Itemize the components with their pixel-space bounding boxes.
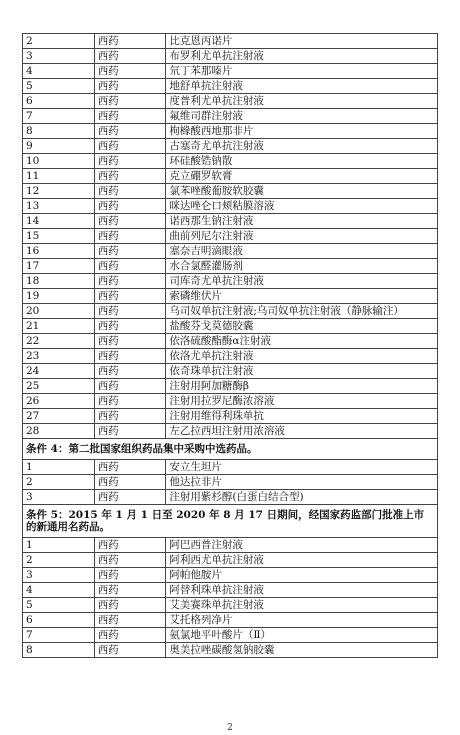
row-number: 1 bbox=[23, 460, 95, 475]
drug-type: 西药 bbox=[94, 259, 166, 274]
drug-type: 西药 bbox=[94, 169, 166, 184]
drug-name: 安立生坦片 bbox=[166, 460, 438, 475]
row-number: 11 bbox=[23, 169, 95, 184]
drug-type: 西药 bbox=[94, 139, 166, 154]
drug-name: 索磷维伏片 bbox=[166, 289, 438, 304]
row-number: 2 bbox=[23, 475, 95, 490]
row-number: 5 bbox=[23, 79, 95, 94]
row-number: 16 bbox=[23, 244, 95, 259]
drug-name: 阿帕他胺片 bbox=[166, 568, 438, 583]
drug-type: 西药 bbox=[94, 229, 166, 244]
drug-type: 西药 bbox=[94, 583, 166, 598]
drug-name: 克立硼罗软膏 bbox=[166, 169, 438, 184]
row-number: 2 bbox=[23, 553, 95, 568]
table-row bbox=[23, 538, 438, 553]
drug-type: 西药 bbox=[94, 553, 166, 568]
table-row bbox=[23, 364, 438, 379]
row-number: 21 bbox=[23, 319, 95, 334]
table-row bbox=[23, 289, 438, 304]
drug-name: 诺西那生钠注射液 bbox=[166, 214, 438, 229]
table-row bbox=[23, 94, 438, 109]
row-number: 2 bbox=[23, 34, 95, 49]
drug-type: 西药 bbox=[94, 475, 166, 490]
drug-type: 西药 bbox=[94, 538, 166, 553]
drug-type: 西药 bbox=[94, 460, 166, 475]
drug-type: 西药 bbox=[94, 94, 166, 109]
drug-name: 比克恩丙诺片 bbox=[166, 34, 438, 49]
drug-name: 曲前列尼尔注射液 bbox=[166, 229, 438, 244]
drug-name: 依洛尤单抗注射液 bbox=[166, 349, 438, 364]
row-number: 6 bbox=[23, 613, 95, 628]
drug-name: 艾美赛珠单抗注射液 bbox=[166, 598, 438, 613]
drug-table bbox=[22, 33, 438, 658]
drug-type: 西药 bbox=[94, 334, 166, 349]
drug-type: 西药 bbox=[94, 319, 166, 334]
row-number: 14 bbox=[23, 214, 95, 229]
row-number: 27 bbox=[23, 409, 95, 424]
drug-name: 阿替利珠单抗注射液 bbox=[166, 583, 438, 598]
drug-type: 西药 bbox=[94, 394, 166, 409]
row-number: 15 bbox=[23, 229, 95, 244]
row-number: 10 bbox=[23, 154, 95, 169]
table-row bbox=[23, 394, 438, 409]
row-number: 26 bbox=[23, 394, 95, 409]
row-number: 4 bbox=[23, 64, 95, 79]
table-row bbox=[23, 259, 438, 274]
drug-type: 西药 bbox=[94, 598, 166, 613]
row-number: 22 bbox=[23, 334, 95, 349]
table-row bbox=[23, 319, 438, 334]
row-number: 19 bbox=[23, 289, 95, 304]
drug-name: 氨氯地平叶酸片（Ⅱ） bbox=[166, 628, 438, 643]
drug-name: 阿利西尤单抗注射液 bbox=[166, 553, 438, 568]
table-row bbox=[23, 490, 438, 505]
drug-type: 西药 bbox=[94, 79, 166, 94]
table-row bbox=[23, 379, 438, 394]
drug-name: 氯苯唑酸葡胺软胶囊 bbox=[166, 184, 438, 199]
table-row bbox=[23, 214, 438, 229]
drug-type: 西药 bbox=[94, 424, 166, 439]
drug-type: 西药 bbox=[94, 154, 166, 169]
table-row bbox=[23, 553, 438, 568]
drug-name: 水合氯醛灌肠剂 bbox=[166, 259, 438, 274]
drug-name: 布罗利尤单抗注射液 bbox=[166, 49, 438, 64]
row-number: 17 bbox=[23, 259, 95, 274]
drug-name: 咪达唑仑口颊粘膜溶液 bbox=[166, 199, 438, 214]
drug-name: 塞奈吉明滴眼液 bbox=[166, 244, 438, 259]
drug-name: 注射用拉罗尼酶浓溶液 bbox=[166, 394, 438, 409]
drug-name: 注射用维得利珠单抗 bbox=[166, 409, 438, 424]
drug-name: 枸橼酸西地那非片 bbox=[166, 124, 438, 139]
row-number: 13 bbox=[23, 199, 95, 214]
drug-name: 盐酸芬戈莫德胶囊 bbox=[166, 319, 438, 334]
table-row bbox=[23, 409, 438, 424]
drug-name: 注射用阿加糖酶β bbox=[166, 379, 438, 394]
table-row bbox=[23, 613, 438, 628]
row-number: 4 bbox=[23, 583, 95, 598]
table-row bbox=[23, 424, 438, 439]
drug-type: 西药 bbox=[94, 643, 166, 658]
drug-type: 西药 bbox=[94, 214, 166, 229]
page-number: 2 bbox=[227, 723, 233, 733]
drug-type: 西药 bbox=[94, 349, 166, 364]
table-row bbox=[23, 199, 438, 214]
drug-type: 西药 bbox=[94, 199, 166, 214]
row-number: 1 bbox=[23, 538, 95, 553]
drug-type: 西药 bbox=[94, 490, 166, 505]
drug-type: 西药 bbox=[94, 568, 166, 583]
drug-name: 氘丁苯那嗪片 bbox=[166, 64, 438, 79]
row-number: 8 bbox=[23, 643, 95, 658]
row-number: 24 bbox=[23, 364, 95, 379]
drug-name: 古塞奇尤单抗注射液 bbox=[166, 139, 438, 154]
row-number: 9 bbox=[23, 139, 95, 154]
table-row bbox=[23, 274, 438, 289]
condition-5-heading-row bbox=[23, 505, 438, 538]
condition-5-heading: 条件 5：2015 年 1 月 1 日至 2020 年 8 月 17 日期间，经国家药监部门批准上市的新通用名药品。 bbox=[23, 505, 438, 538]
drug-type: 西药 bbox=[94, 304, 166, 319]
table-row bbox=[23, 244, 438, 259]
drug-name: 阿巴西普注射液 bbox=[166, 538, 438, 553]
drug-name: 注射用紫杉醇(白蛋白结合型) bbox=[166, 490, 438, 505]
row-number: 3 bbox=[23, 568, 95, 583]
drug-type: 西药 bbox=[94, 124, 166, 139]
drug-type: 西药 bbox=[94, 109, 166, 124]
drug-type: 西药 bbox=[94, 64, 166, 79]
drug-name: 度普利尤单抗注射液 bbox=[166, 94, 438, 109]
table-row bbox=[23, 304, 438, 319]
table-row bbox=[23, 643, 438, 658]
table-row bbox=[23, 598, 438, 613]
table-row bbox=[23, 139, 438, 154]
table-row bbox=[23, 154, 438, 169]
row-number: 8 bbox=[23, 124, 95, 139]
drug-name: 氟维司群注射液 bbox=[166, 109, 438, 124]
drug-name: 司库奇尤单抗注射液 bbox=[166, 274, 438, 289]
drug-type: 西药 bbox=[94, 274, 166, 289]
drug-list-sheet bbox=[22, 33, 438, 658]
row-number: 25 bbox=[23, 379, 95, 394]
table-row bbox=[23, 79, 438, 94]
table-row bbox=[23, 34, 438, 49]
drug-type: 西药 bbox=[94, 379, 166, 394]
drug-type: 西药 bbox=[94, 364, 166, 379]
drug-type: 西药 bbox=[94, 244, 166, 259]
row-number: 7 bbox=[23, 109, 95, 124]
row-number: 3 bbox=[23, 490, 95, 505]
row-number: 23 bbox=[23, 349, 95, 364]
drug-type: 西药 bbox=[94, 289, 166, 304]
table-row bbox=[23, 229, 438, 244]
drug-name: 他达拉非片 bbox=[166, 475, 438, 490]
table-row bbox=[23, 109, 438, 124]
table-row bbox=[23, 184, 438, 199]
drug-name: 环硅酸锆钠散 bbox=[166, 154, 438, 169]
drug-name: 依奇珠单抗注射液 bbox=[166, 364, 438, 379]
drug-type: 西药 bbox=[94, 34, 166, 49]
table-row bbox=[23, 628, 438, 643]
row-number: 6 bbox=[23, 94, 95, 109]
drug-type: 西药 bbox=[94, 409, 166, 424]
condition-4-heading: 条件 4：第二批国家组织药品集中采购中选药品。 bbox=[23, 439, 438, 460]
row-number: 3 bbox=[23, 49, 95, 64]
row-number: 20 bbox=[23, 304, 95, 319]
drug-name: 左乙拉西坦注射用浓溶液 bbox=[166, 424, 438, 439]
drug-name: 地舒单抗注射液 bbox=[166, 79, 438, 94]
table-row bbox=[23, 49, 438, 64]
row-number: 28 bbox=[23, 424, 95, 439]
row-number: 7 bbox=[23, 628, 95, 643]
table-row bbox=[23, 169, 438, 184]
drug-type: 西药 bbox=[94, 49, 166, 64]
table-row bbox=[23, 583, 438, 598]
table-row bbox=[23, 334, 438, 349]
row-number: 5 bbox=[23, 598, 95, 613]
table-row bbox=[23, 568, 438, 583]
table-row bbox=[23, 460, 438, 475]
drug-type: 西药 bbox=[94, 184, 166, 199]
table-row bbox=[23, 349, 438, 364]
row-number: 18 bbox=[23, 274, 95, 289]
table-row bbox=[23, 64, 438, 79]
table-row bbox=[23, 124, 438, 139]
drug-type: 西药 bbox=[94, 628, 166, 643]
row-number: 12 bbox=[23, 184, 95, 199]
condition-4-heading-row bbox=[23, 439, 438, 460]
table-row bbox=[23, 475, 438, 490]
drug-name: 乌司奴单抗注射液;乌司奴单抗注射液（静脉输注） bbox=[166, 304, 438, 319]
drug-name: 依洛硫酸酯酶α注射液 bbox=[166, 334, 438, 349]
drug-name: 奥美拉唑碳酸氢钠胶囊 bbox=[166, 643, 438, 658]
drug-name: 艾托格列净片 bbox=[166, 613, 438, 628]
drug-type: 西药 bbox=[94, 613, 166, 628]
